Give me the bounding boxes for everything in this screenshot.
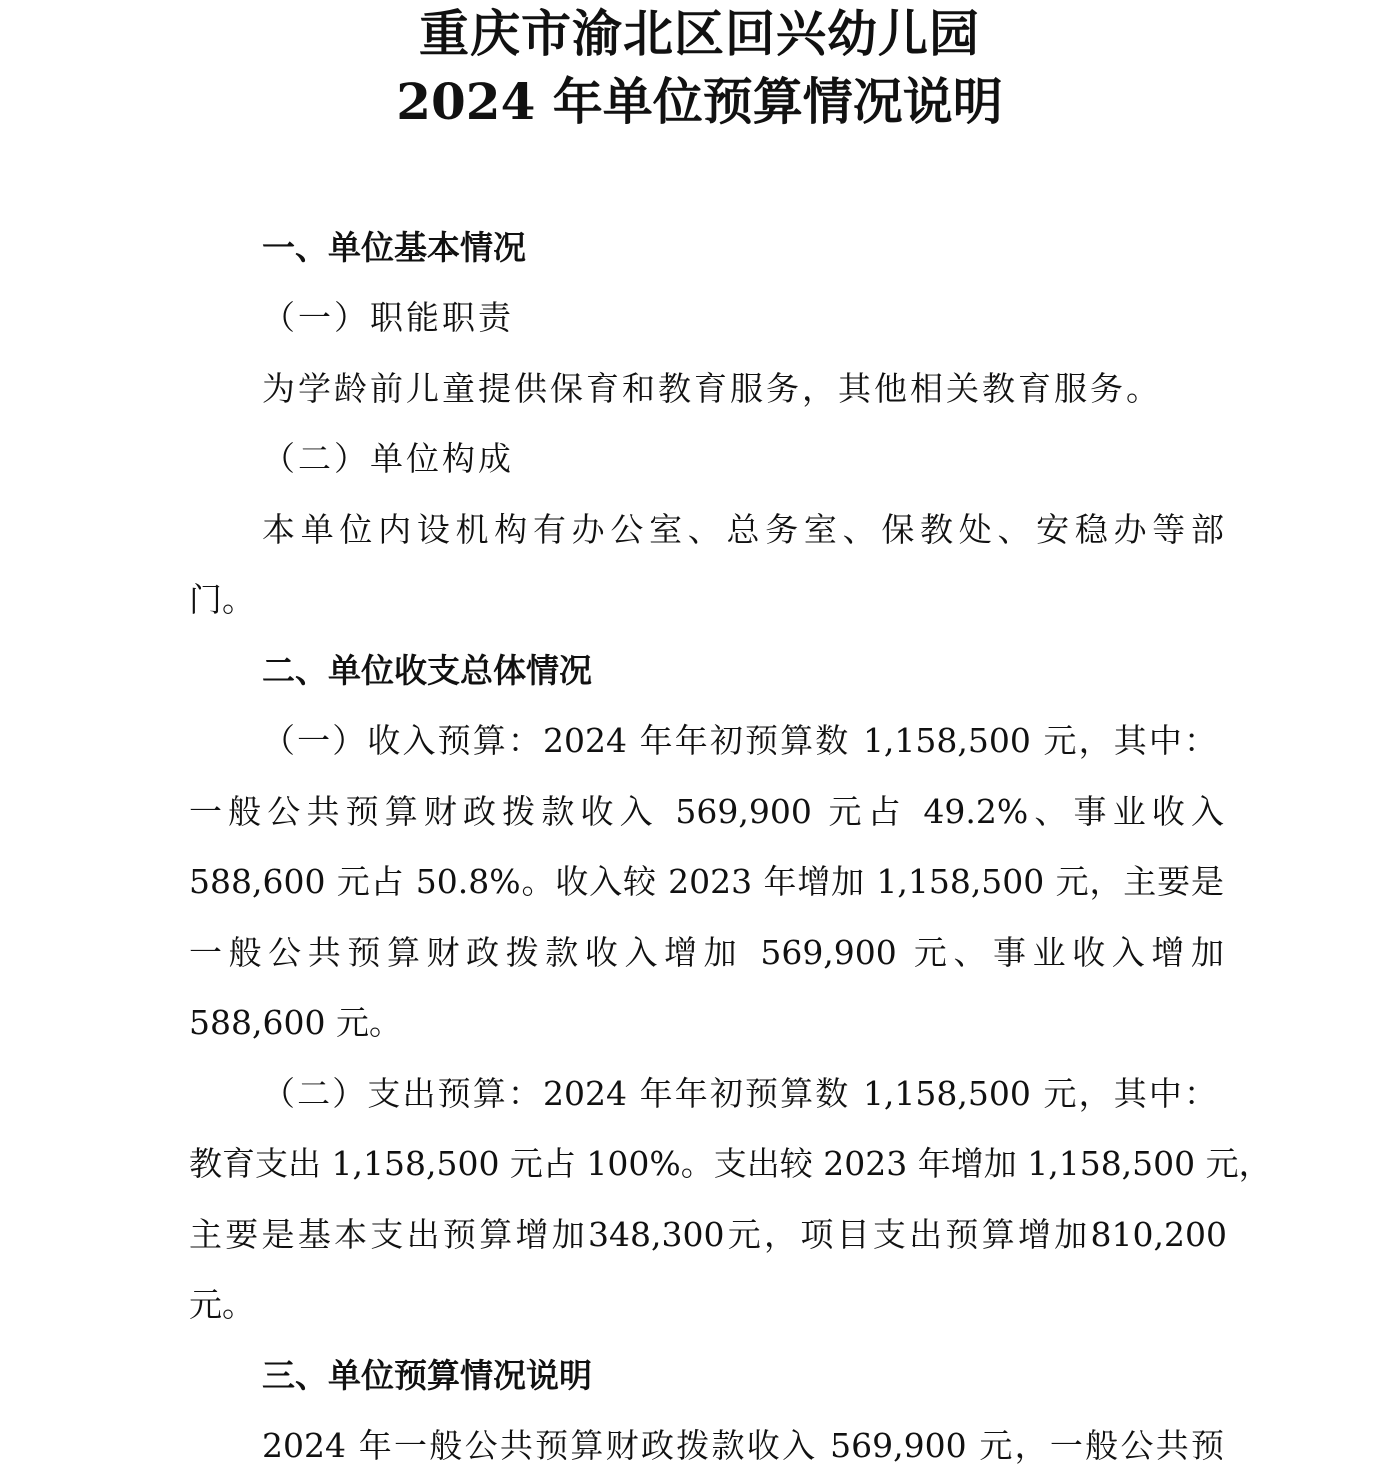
subsection-heading-functions: （一）职能职责 [262, 298, 514, 337]
paragraph-expense-line4: 元。 [189, 1285, 255, 1324]
subsection-heading-composition: （二）单位构成 [262, 439, 514, 478]
paragraph-composition-line1: 本单位内设机构有办公室、总务室、保教处、安稳办等部 [262, 510, 1224, 549]
paragraph-income-line1: （一）收入预算：2024 年年初预算数 1,158,500 元，其中： [262, 721, 1217, 760]
paragraph-expense-line2: 教育支出 1,158,500 元占 100%。支出较 2023 年增加 1,158,500 元， [189, 1144, 1272, 1183]
section-heading-basic-info: 一、单位基本情况 [262, 228, 526, 267]
section-heading-budget-explanation: 三、单位预算情况说明 [262, 1356, 592, 1395]
paragraph-composition-line2: 门。 [189, 580, 255, 619]
paragraph-income-line5: 588,600 元。 [189, 1003, 402, 1042]
paragraph-functions: 为学龄前儿童提供保育和教育服务，其他相关教育服务。 [262, 369, 1162, 408]
document-title-line1: 重庆市渝北区回兴幼儿园 [419, 4, 980, 63]
paragraph-income-line4: 一般公共预算财政拨款收入增加 569,900 元、事业收入增加 [189, 933, 1224, 972]
paragraph-expense-line1: （二）支出预算：2024 年年初预算数 1,158,500 元，其中： [262, 1074, 1217, 1113]
paragraph-income-line3: 588,600 元占 50.8%。收入较 2023 年增加 1,158,500 元，主要是 [189, 862, 1224, 901]
document-title-line2: 2024 年单位预算情况说明 [396, 72, 1003, 131]
paragraph-income-line2: 一般公共预算财政拨款收入 569,900 元占 49.2%、事业收入 [189, 792, 1224, 831]
paragraph-budget-explanation-line1: 2024 年一般公共预算财政拨款收入 569,900 元，一般公共预 [262, 1426, 1224, 1465]
paragraph-expense-line3: 主要是基本支出预算增加348,300元，项目支出预算增加810,200 [189, 1215, 1227, 1254]
section-heading-revenue-expenditure: 二、单位收支总体情况 [262, 651, 592, 690]
